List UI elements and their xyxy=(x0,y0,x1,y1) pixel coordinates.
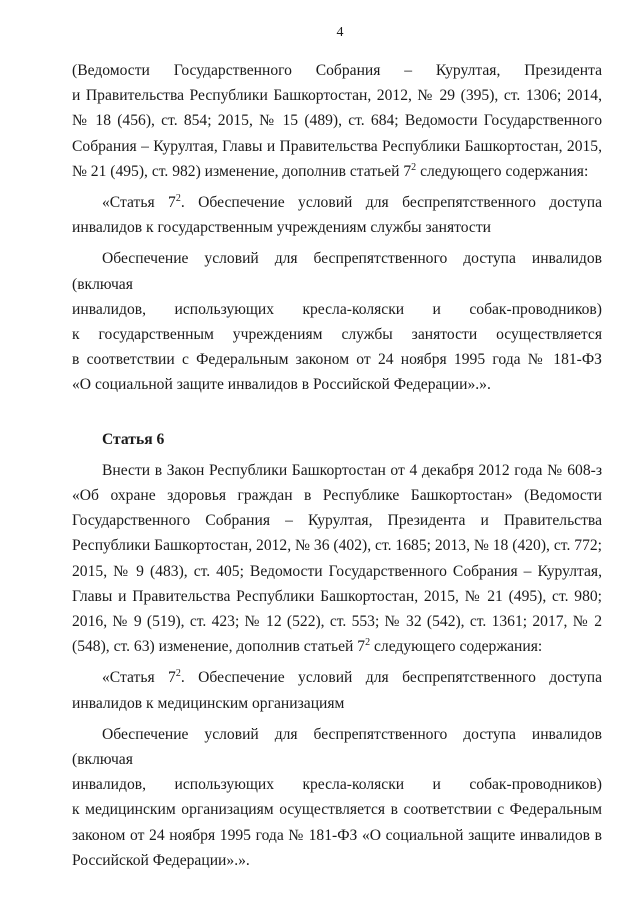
paragraph-medical-access xyxy=(72,722,602,873)
text-line: инвалидов, использующих кресла-коляски и собак-проводников) xyxy=(72,776,602,794)
text-line: Республики Башкортостан, 2012, № 36 (402), ст. 1685; 2013, № 18 (420), ст. 772; xyxy=(72,537,602,555)
text-line: (Ведомости Государственного Собрания – Курултая, Президента xyxy=(72,62,602,79)
text-line: Российской Федерации».». xyxy=(72,851,250,869)
article-6-heading: Статья 6 xyxy=(102,430,165,448)
text-line: инвалидов к государственным учреждениям службы занятости xyxy=(72,219,491,237)
text-fragment: «Статья 7 xyxy=(102,194,176,212)
text-fragment: следующего содержания: xyxy=(370,638,543,656)
text-line: Внести в Закон Республики Башкортостан от 4 декабря 2012 года № 608-з xyxy=(102,461,602,479)
text-fragment: № 21 (495), ст. 982) изменение, дополнив статьей 7 xyxy=(72,162,412,180)
paragraph-references-2 xyxy=(72,458,602,660)
text-fragment: . Обеспечение условий для беспрепятственного доступа xyxy=(180,669,602,687)
text-line: «О социальной защите инвалидов в Российской Федерации».». xyxy=(72,376,491,394)
paragraph-references-1 xyxy=(72,58,602,184)
text-line: 2016, № 9 (519), ст. 423; № 12 (522), ст. 553; № 32 (542), ст. 1361; 2017, № 2 xyxy=(72,613,602,631)
text-line: и Правительства Республики Башкортостан, 2012, № 29 (395), ст. 1306; 2014, xyxy=(72,87,602,105)
text-line: 2015, № 9 (483), ст. 405; Ведомости Государственного Собрания – Курултая, xyxy=(72,562,602,580)
superscript: 2 xyxy=(175,668,181,680)
article-title-line xyxy=(72,190,602,215)
text-line xyxy=(72,159,602,184)
text-line: Главы и Правительства Республики Башкортостан, 2015, № 21 (495), ст. 980; xyxy=(72,587,602,605)
text-line: инвалидов к медицинским организациям xyxy=(72,694,345,712)
text-line: Обеспечение условий для беспрепятственного доступа инвалидов (включая xyxy=(72,725,602,769)
text-line: Собрания – Курултая, Главы и Правительства Республики Башкортостан, 2015, xyxy=(72,137,602,155)
text-line: № 18 (456), ст. 854; 2015, № 15 (489), ст. 684; Ведомости Государственного xyxy=(72,112,602,130)
document-body xyxy=(72,58,602,873)
text-line: Государственного Собрания – Курултая, Президента и Правительства xyxy=(72,512,602,530)
text-line: в соответствии с Федеральным законом от 24 ноября 1995 года № 181-ФЗ xyxy=(72,351,602,369)
text-fragment: . Обеспечение условий для беспрепятственного доступа xyxy=(180,194,602,212)
article-7-2-medical xyxy=(72,665,602,715)
text-line: «Об охране здоровья граждан в Республике Башкортостан» (Ведомости xyxy=(72,487,602,505)
text-fragment: (548), ст. 63) изменение, дополнив статьей 7 xyxy=(72,638,366,656)
superscript: 2 xyxy=(365,637,371,649)
page-number: 4 xyxy=(336,25,344,40)
paragraph-employment-access xyxy=(72,246,602,397)
text-line: законом от 24 ноября 1995 года № 181-ФЗ «О социальной защите инвалидов в xyxy=(72,826,602,844)
superscript: 2 xyxy=(411,161,417,173)
text-fragment: следующего содержания: xyxy=(416,162,589,180)
superscript: 2 xyxy=(175,192,181,204)
text-line: к медицинским организациям осуществляется в соответствии с Федеральным xyxy=(72,801,602,819)
text-fragment: «Статья 7 xyxy=(102,669,176,687)
text-line: Обеспечение условий для беспрепятственного доступа инвалидов (включая xyxy=(72,250,602,293)
article-title-line xyxy=(72,665,602,690)
article-7-2-employment xyxy=(72,190,602,240)
text-line xyxy=(72,634,602,659)
text-line: к государственным учреждениям службы занятости осуществляется xyxy=(72,326,602,344)
text-line: инвалидов, использующих кресла-коляски и собак-проводников) xyxy=(72,300,602,318)
